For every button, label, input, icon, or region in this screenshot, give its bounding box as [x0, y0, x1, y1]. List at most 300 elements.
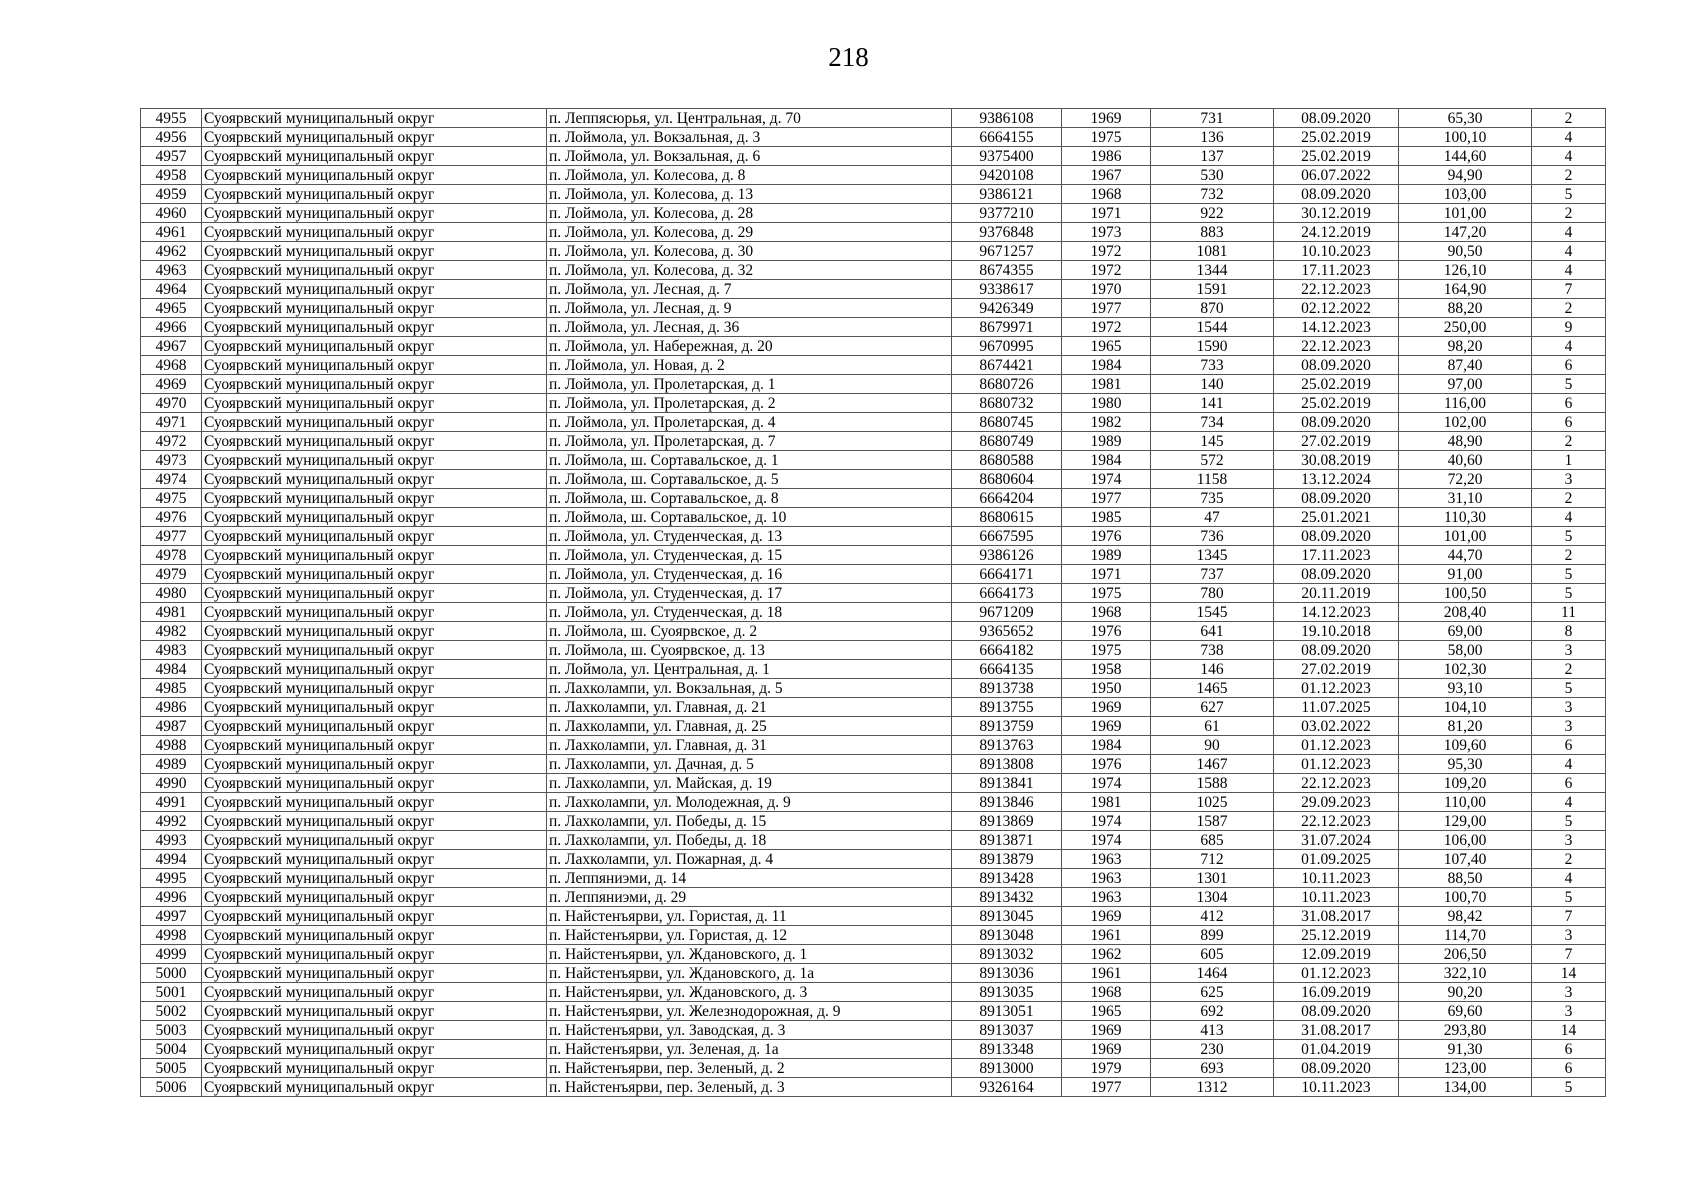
object-code-cell: 9420108 [952, 166, 1062, 185]
row-number: 4998 [141, 926, 202, 945]
year-built-cell: 1969 [1062, 907, 1151, 926]
address-cell: п. Лоймола, ул. Студенческая, д. 17 [547, 584, 952, 603]
area-cell: 116,00 [1399, 394, 1532, 413]
object-code-cell: 8913037 [952, 1021, 1062, 1040]
record-number-cell: 737 [1151, 565, 1274, 584]
table-row [141, 242, 1606, 261]
object-code-cell: 8913428 [952, 869, 1062, 888]
object-code-cell: 8913051 [952, 1002, 1062, 1021]
row-number: 4992 [141, 812, 202, 831]
object-code-cell: 8913738 [952, 679, 1062, 698]
record-number-cell: 412 [1151, 907, 1274, 926]
year-built-cell: 1974 [1062, 470, 1151, 489]
date-cell: 30.08.2019 [1274, 451, 1399, 470]
district-cell: Суоярвский муниципальный округ [202, 1078, 547, 1097]
date-cell: 17.11.2023 [1274, 261, 1399, 280]
table-row [141, 793, 1606, 812]
record-number-cell: 1591 [1151, 280, 1274, 299]
year-built-cell: 1967 [1062, 166, 1151, 185]
area-cell: 134,00 [1399, 1078, 1532, 1097]
count-cell: 3 [1532, 470, 1606, 489]
area-cell: 31,10 [1399, 489, 1532, 508]
area-cell: 97,00 [1399, 375, 1532, 394]
area-cell: 69,60 [1399, 1002, 1532, 1021]
record-number-cell: 1545 [1151, 603, 1274, 622]
area-cell: 100,10 [1399, 128, 1532, 147]
address-cell: п. Лахколампи, ул. Главная, д. 31 [547, 736, 952, 755]
row-number: 4976 [141, 508, 202, 527]
district-cell: Суоярвский муниципальный округ [202, 926, 547, 945]
year-built-cell: 1969 [1062, 109, 1151, 128]
year-built-cell: 1968 [1062, 185, 1151, 204]
area-cell: 208,40 [1399, 603, 1532, 622]
table-row [141, 128, 1606, 147]
date-cell: 16.09.2019 [1274, 983, 1399, 1002]
row-number: 4973 [141, 451, 202, 470]
count-cell: 6 [1532, 736, 1606, 755]
district-cell: Суоярвский муниципальный округ [202, 242, 547, 261]
object-code-cell: 8680726 [952, 375, 1062, 394]
row-number: 4963 [141, 261, 202, 280]
row-number: 5002 [141, 1002, 202, 1021]
area-cell: 72,20 [1399, 470, 1532, 489]
object-code-cell: 6664173 [952, 584, 1062, 603]
object-code-cell: 6664182 [952, 641, 1062, 660]
table-row [141, 584, 1606, 603]
area-cell: 48,90 [1399, 432, 1532, 451]
record-number-cell: 736 [1151, 527, 1274, 546]
record-number-cell: 870 [1151, 299, 1274, 318]
address-cell: п. Найстенъярви, пер. Зеленый, д. 3 [547, 1078, 952, 1097]
area-cell: 100,50 [1399, 584, 1532, 603]
count-cell: 6 [1532, 394, 1606, 413]
address-cell: п. Найстенъярви, ул. Гористая, д. 11 [547, 907, 952, 926]
table-row [141, 850, 1606, 869]
date-cell: 22.12.2023 [1274, 337, 1399, 356]
year-built-cell: 1961 [1062, 926, 1151, 945]
district-cell: Суоярвский муниципальный округ [202, 1040, 547, 1059]
count-cell: 3 [1532, 831, 1606, 850]
address-cell: п. Лоймола, ул. Колесова, д. 29 [547, 223, 952, 242]
address-cell: п. Лоймола, ул. Колесова, д. 28 [547, 204, 952, 223]
record-number-cell: 140 [1151, 375, 1274, 394]
record-number-cell: 1464 [1151, 964, 1274, 983]
district-cell: Суоярвский муниципальный округ [202, 603, 547, 622]
table-row [141, 527, 1606, 546]
address-cell: п. Лахколампи, ул. Главная, д. 21 [547, 698, 952, 717]
count-cell: 3 [1532, 926, 1606, 945]
address-cell: п. Лоймола, ул. Колесова, д. 30 [547, 242, 952, 261]
row-number: 4985 [141, 679, 202, 698]
district-cell: Суоярвский муниципальный округ [202, 508, 547, 527]
year-built-cell: 1981 [1062, 375, 1151, 394]
date-cell: 10.11.2023 [1274, 888, 1399, 907]
object-code-cell: 8680588 [952, 451, 1062, 470]
record-number-cell: 61 [1151, 717, 1274, 736]
date-cell: 25.01.2021 [1274, 508, 1399, 527]
row-number: 4955 [141, 109, 202, 128]
count-cell: 2 [1532, 299, 1606, 318]
object-code-cell: 9365652 [952, 622, 1062, 641]
district-cell: Суоярвский муниципальный округ [202, 470, 547, 489]
row-number: 4957 [141, 147, 202, 166]
record-number-cell: 136 [1151, 128, 1274, 147]
record-number-cell: 734 [1151, 413, 1274, 432]
district-cell: Суоярвский муниципальный округ [202, 109, 547, 128]
address-cell: п. Найстенъярви, ул. Железнодорожная, д. 9 [547, 1002, 952, 1021]
area-cell: 322,10 [1399, 964, 1532, 983]
record-number-cell: 1590 [1151, 337, 1274, 356]
object-code-cell: 9326164 [952, 1078, 1062, 1097]
table-row [141, 774, 1606, 793]
count-cell: 4 [1532, 223, 1606, 242]
area-cell: 164,90 [1399, 280, 1532, 299]
count-cell: 2 [1532, 546, 1606, 565]
record-number-cell: 1465 [1151, 679, 1274, 698]
row-number: 4970 [141, 394, 202, 413]
object-code-cell: 8913432 [952, 888, 1062, 907]
count-cell: 3 [1532, 1002, 1606, 1021]
table-row [141, 641, 1606, 660]
object-code-cell: 8679971 [952, 318, 1062, 337]
record-number-cell: 1304 [1151, 888, 1274, 907]
district-cell: Суоярвский муниципальный округ [202, 185, 547, 204]
object-code-cell: 6664135 [952, 660, 1062, 679]
address-cell: п. Лоймола, ул. Лесная, д. 9 [547, 299, 952, 318]
row-number: 4989 [141, 755, 202, 774]
address-cell: п. Найстенъярви, ул. Ждановского, д. 1а [547, 964, 952, 983]
table-row [141, 451, 1606, 470]
row-number: 4969 [141, 375, 202, 394]
year-built-cell: 1968 [1062, 983, 1151, 1002]
count-cell: 6 [1532, 1059, 1606, 1078]
area-cell: 88,20 [1399, 299, 1532, 318]
year-built-cell: 1981 [1062, 793, 1151, 812]
date-cell: 01.09.2025 [1274, 850, 1399, 869]
area-cell: 81,20 [1399, 717, 1532, 736]
table-row [141, 660, 1606, 679]
district-cell: Суоярвский муниципальный округ [202, 223, 547, 242]
registry-body [141, 109, 1606, 1097]
date-cell: 27.02.2019 [1274, 432, 1399, 451]
year-built-cell: 1984 [1062, 356, 1151, 375]
area-cell: 103,00 [1399, 185, 1532, 204]
address-cell: п. Лоймола, ш. Суоярвское, д. 2 [547, 622, 952, 641]
area-cell: 293,80 [1399, 1021, 1532, 1040]
address-cell: п. Лахколампи, ул. Майская, д. 19 [547, 774, 952, 793]
address-cell: п. Лоймола, ул. Центральная, д. 1 [547, 660, 952, 679]
count-cell: 4 [1532, 793, 1606, 812]
count-cell: 6 [1532, 1040, 1606, 1059]
count-cell: 1 [1532, 451, 1606, 470]
address-cell: п. Лоймола, ул. Студенческая, д. 13 [547, 527, 952, 546]
record-number-cell: 685 [1151, 831, 1274, 850]
area-cell: 69,00 [1399, 622, 1532, 641]
table-row [141, 394, 1606, 413]
area-cell: 147,20 [1399, 223, 1532, 242]
year-built-cell: 1965 [1062, 1002, 1151, 1021]
district-cell: Суоярвский муниципальный округ [202, 356, 547, 375]
year-built-cell: 1976 [1062, 622, 1151, 641]
record-number-cell: 1158 [1151, 470, 1274, 489]
record-number-cell: 1081 [1151, 242, 1274, 261]
count-cell: 5 [1532, 679, 1606, 698]
year-built-cell: 1986 [1062, 147, 1151, 166]
object-code-cell: 6664171 [952, 565, 1062, 584]
record-number-cell: 1587 [1151, 812, 1274, 831]
date-cell: 14.12.2023 [1274, 603, 1399, 622]
area-cell: 110,30 [1399, 508, 1532, 527]
table-row [141, 1002, 1606, 1021]
record-number-cell: 712 [1151, 850, 1274, 869]
count-cell: 14 [1532, 964, 1606, 983]
area-cell: 93,10 [1399, 679, 1532, 698]
count-cell: 5 [1532, 812, 1606, 831]
row-number: 4982 [141, 622, 202, 641]
object-code-cell: 9671257 [952, 242, 1062, 261]
address-cell: п. Найстенъярви, ул. Зеленая, д. 1а [547, 1040, 952, 1059]
row-number: 5001 [141, 983, 202, 1002]
table-row [141, 869, 1606, 888]
date-cell: 27.02.2019 [1274, 660, 1399, 679]
address-cell: п. Леппяниэми, д. 14 [547, 869, 952, 888]
district-cell: Суоярвский муниципальный округ [202, 774, 547, 793]
count-cell: 9 [1532, 318, 1606, 337]
year-built-cell: 1977 [1062, 299, 1151, 318]
table-row [141, 147, 1606, 166]
district-cell: Суоярвский муниципальный округ [202, 565, 547, 584]
area-cell: 44,70 [1399, 546, 1532, 565]
date-cell: 10.11.2023 [1274, 1078, 1399, 1097]
area-cell: 109,60 [1399, 736, 1532, 755]
record-number-cell: 1344 [1151, 261, 1274, 280]
address-cell: п. Найстенъярви, ул. Заводская, д. 3 [547, 1021, 952, 1040]
address-cell: п. Лоймола, ул. Колесова, д. 8 [547, 166, 952, 185]
object-code-cell: 8913763 [952, 736, 1062, 755]
row-number: 4968 [141, 356, 202, 375]
object-code-cell: 8680604 [952, 470, 1062, 489]
row-number: 5003 [141, 1021, 202, 1040]
year-built-cell: 1968 [1062, 603, 1151, 622]
table-row [141, 356, 1606, 375]
row-number: 4980 [141, 584, 202, 603]
table-row [141, 185, 1606, 204]
year-built-cell: 1975 [1062, 641, 1151, 660]
object-code-cell: 9377210 [952, 204, 1062, 223]
count-cell: 4 [1532, 508, 1606, 527]
district-cell: Суоярвский муниципальный округ [202, 869, 547, 888]
row-number: 4984 [141, 660, 202, 679]
address-cell: п. Лахколампи, ул. Победы, д. 15 [547, 812, 952, 831]
address-cell: п. Лоймола, ул. Колесова, д. 32 [547, 261, 952, 280]
table-row [141, 679, 1606, 698]
count-cell: 2 [1532, 109, 1606, 128]
record-number-cell: 692 [1151, 1002, 1274, 1021]
address-cell: п. Лоймола, ш. Сортавальское, д. 5 [547, 470, 952, 489]
date-cell: 10.11.2023 [1274, 869, 1399, 888]
district-cell: Суоярвский муниципальный округ [202, 945, 547, 964]
area-cell: 144,60 [1399, 147, 1532, 166]
record-number-cell: 625 [1151, 983, 1274, 1002]
row-number: 4962 [141, 242, 202, 261]
count-cell: 4 [1532, 128, 1606, 147]
district-cell: Суоярвский муниципальный округ [202, 641, 547, 660]
row-number: 4993 [141, 831, 202, 850]
area-cell: 100,70 [1399, 888, 1532, 907]
table-row [141, 261, 1606, 280]
address-cell: п. Найстенъярви, ул. Ждановского, д. 1 [547, 945, 952, 964]
table-row [141, 1059, 1606, 1078]
date-cell: 06.07.2022 [1274, 166, 1399, 185]
area-cell: 98,20 [1399, 337, 1532, 356]
object-code-cell: 9426349 [952, 299, 1062, 318]
count-cell: 4 [1532, 755, 1606, 774]
row-number: 5005 [141, 1059, 202, 1078]
address-cell: п. Лоймола, ул. Вокзальная, д. 3 [547, 128, 952, 147]
area-cell: 104,10 [1399, 698, 1532, 717]
count-cell: 7 [1532, 907, 1606, 926]
row-number: 4991 [141, 793, 202, 812]
object-code-cell: 8913871 [952, 831, 1062, 850]
year-built-cell: 1972 [1062, 318, 1151, 337]
district-cell: Суоярвский муниципальный округ [202, 394, 547, 413]
count-cell: 2 [1532, 432, 1606, 451]
object-code-cell: 9338617 [952, 280, 1062, 299]
year-built-cell: 1977 [1062, 1078, 1151, 1097]
year-built-cell: 1969 [1062, 717, 1151, 736]
table-row [141, 432, 1606, 451]
row-number: 4975 [141, 489, 202, 508]
count-cell: 6 [1532, 356, 1606, 375]
district-cell: Суоярвский муниципальный округ [202, 584, 547, 603]
object-code-cell: 8913032 [952, 945, 1062, 964]
count-cell: 5 [1532, 185, 1606, 204]
count-cell: 2 [1532, 660, 1606, 679]
row-number: 4990 [141, 774, 202, 793]
date-cell: 08.09.2020 [1274, 527, 1399, 546]
row-number: 4977 [141, 527, 202, 546]
district-cell: Суоярвский муниципальный округ [202, 831, 547, 850]
record-number-cell: 738 [1151, 641, 1274, 660]
date-cell: 08.09.2020 [1274, 489, 1399, 508]
district-cell: Суоярвский муниципальный округ [202, 850, 547, 869]
district-cell: Суоярвский муниципальный округ [202, 261, 547, 280]
date-cell: 25.02.2019 [1274, 147, 1399, 166]
record-number-cell: 1345 [1151, 546, 1274, 565]
record-number-cell: 146 [1151, 660, 1274, 679]
table-row [141, 318, 1606, 337]
area-cell: 109,20 [1399, 774, 1532, 793]
area-cell: 98,42 [1399, 907, 1532, 926]
date-cell: 24.12.2019 [1274, 223, 1399, 242]
row-number: 4956 [141, 128, 202, 147]
area-cell: 250,00 [1399, 318, 1532, 337]
record-number-cell: 230 [1151, 1040, 1274, 1059]
area-cell: 90,50 [1399, 242, 1532, 261]
object-code-cell: 8913808 [952, 755, 1062, 774]
record-number-cell: 627 [1151, 698, 1274, 717]
record-number-cell: 145 [1151, 432, 1274, 451]
date-cell: 01.12.2023 [1274, 964, 1399, 983]
record-number-cell: 141 [1151, 394, 1274, 413]
district-cell: Суоярвский муниципальный округ [202, 1021, 547, 1040]
year-built-cell: 1971 [1062, 204, 1151, 223]
object-code-cell: 8913348 [952, 1040, 1062, 1059]
area-cell: 206,50 [1399, 945, 1532, 964]
count-cell: 5 [1532, 1078, 1606, 1097]
row-number: 4988 [141, 736, 202, 755]
date-cell: 31.08.2017 [1274, 1021, 1399, 1040]
area-cell: 102,30 [1399, 660, 1532, 679]
record-number-cell: 733 [1151, 356, 1274, 375]
district-cell: Суоярвский муниципальный округ [202, 1059, 547, 1078]
area-cell: 87,40 [1399, 356, 1532, 375]
table-row [141, 1078, 1606, 1097]
date-cell: 03.02.2022 [1274, 717, 1399, 736]
count-cell: 6 [1532, 774, 1606, 793]
year-built-cell: 1969 [1062, 698, 1151, 717]
date-cell: 13.12.2024 [1274, 470, 1399, 489]
count-cell: 2 [1532, 850, 1606, 869]
district-cell: Суоярвский муниципальный округ [202, 413, 547, 432]
object-code-cell: 9386121 [952, 185, 1062, 204]
table-row [141, 698, 1606, 717]
date-cell: 08.09.2020 [1274, 413, 1399, 432]
record-number-cell: 732 [1151, 185, 1274, 204]
object-code-cell: 8674421 [952, 356, 1062, 375]
year-built-cell: 1972 [1062, 261, 1151, 280]
count-cell: 8 [1532, 622, 1606, 641]
area-cell: 91,00 [1399, 565, 1532, 584]
record-number-cell: 1544 [1151, 318, 1274, 337]
address-cell: п. Лоймола, ул. Набережная, д. 20 [547, 337, 952, 356]
district-cell: Суоярвский муниципальный округ [202, 166, 547, 185]
count-cell: 11 [1532, 603, 1606, 622]
count-cell: 5 [1532, 584, 1606, 603]
count-cell: 4 [1532, 869, 1606, 888]
area-cell: 95,30 [1399, 755, 1532, 774]
address-cell: п. Найстенъярви, ул. Гористая, д. 12 [547, 926, 952, 945]
address-cell: п. Лахколампи, ул. Главная, д. 25 [547, 717, 952, 736]
date-cell: 17.11.2023 [1274, 546, 1399, 565]
date-cell: 14.12.2023 [1274, 318, 1399, 337]
district-cell: Суоярвский муниципальный округ [202, 147, 547, 166]
date-cell: 08.09.2020 [1274, 109, 1399, 128]
district-cell: Суоярвский муниципальный округ [202, 489, 547, 508]
date-cell: 22.12.2023 [1274, 280, 1399, 299]
registry-table [140, 108, 1606, 1097]
table-row [141, 1040, 1606, 1059]
object-code-cell: 8913869 [952, 812, 1062, 831]
row-number: 4972 [141, 432, 202, 451]
address-cell: п. Лоймола, ул. Пролетарская, д. 4 [547, 413, 952, 432]
table-row [141, 945, 1606, 964]
table-row [141, 755, 1606, 774]
row-number: 4966 [141, 318, 202, 337]
count-cell: 4 [1532, 337, 1606, 356]
count-cell: 2 [1532, 489, 1606, 508]
object-code-cell: 8913846 [952, 793, 1062, 812]
object-code-cell: 8680732 [952, 394, 1062, 413]
address-cell: п. Найстенъярви, ул. Ждановского, д. 3 [547, 983, 952, 1002]
area-cell: 91,30 [1399, 1040, 1532, 1059]
year-built-cell: 1972 [1062, 242, 1151, 261]
table-row [141, 812, 1606, 831]
object-code-cell: 9670995 [952, 337, 1062, 356]
area-cell: 88,50 [1399, 869, 1532, 888]
area-cell: 65,30 [1399, 109, 1532, 128]
table-row [141, 413, 1606, 432]
